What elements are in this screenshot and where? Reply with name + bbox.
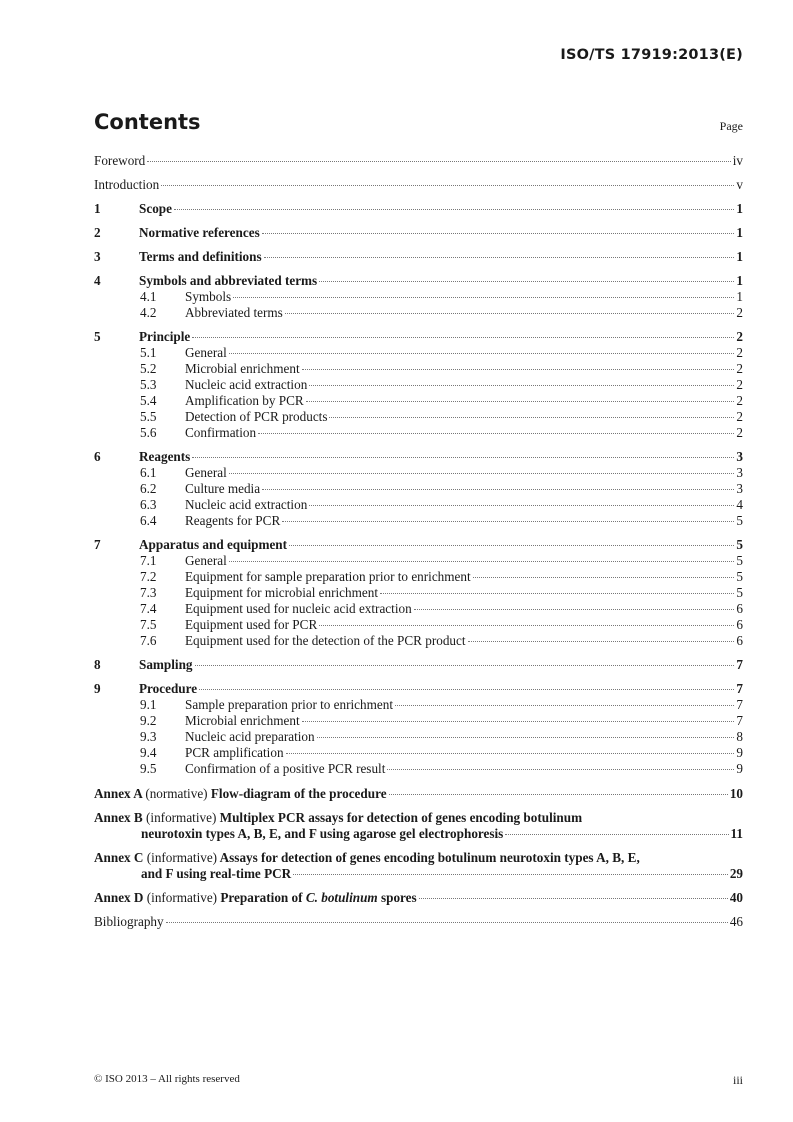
toc-entry-number: 7.4 [140,601,157,616]
toc-page-number: 29 [729,866,743,881]
annex-title: Assays for detection of genes encoding botulinum neurotoxin types A, B, E, [219,850,640,865]
dot-leader [258,433,734,434]
toc-entry-label: General [185,345,227,360]
toc-subentry[interactable] [94,481,743,497]
toc-entry-number: 7.1 [140,553,157,568]
toc-entry-label: Reagents [139,449,191,464]
toc-entry-label: Introduction [94,177,160,192]
toc-annex-entry[interactable] [94,810,743,842]
annex-id: Annex A [94,786,143,801]
toc-entry-label: Equipment for microbial enrichment [185,585,378,600]
table-of-contents [94,153,743,930]
toc-entry-number: 9.5 [140,761,157,776]
dot-leader [309,505,734,506]
toc-entry-label: General [185,465,227,480]
toc-entry-label: PCR amplification [185,745,284,760]
toc-entry-label: Equipment for sample preparation prior to enrichment [185,569,471,584]
dot-leader [329,417,734,418]
toc-entry-label: Symbols [185,289,232,304]
toc-entry-number: 1 [94,201,101,216]
toc-page-number: 1 [736,249,743,264]
toc-subentry[interactable] [94,617,743,633]
toc-entry-number: 7.5 [140,617,157,632]
annex-title-italic: C. botulinum [305,890,378,905]
toc-entry-number: 6 [94,449,101,464]
toc-annex-entry[interactable] [94,786,743,802]
footer-page-number: iii [732,1073,743,1087]
toc-subentry[interactable] [94,513,743,529]
toc-entry[interactable] [94,329,743,345]
toc-entry[interactable] [94,225,743,241]
toc-entry-label: Microbial enrichment [185,361,300,376]
annex-title-continued: and F using real-time PCR [141,866,292,881]
toc-page-number: 1 [736,225,743,240]
annex-type: (normative) [145,786,208,801]
toc-page-number: 1 [736,273,743,288]
toc-page-number: 5 [736,513,743,528]
annex-id: Annex C [94,850,144,865]
toc-entry-number: 4 [94,273,101,288]
page-column-label: Page [719,119,743,133]
annex-title-continued: neurotoxin types A, B, E, and F using agarose gel electrophoresis [141,826,504,841]
toc-entry-number: 5.6 [140,425,157,440]
toc-page-number: 10 [729,786,743,801]
footer-copyright: © ISO 2013 – All rights reserved [94,1073,240,1085]
toc-entry-label: Equipment used for the detection of the PCR product [185,633,466,648]
toc-entry-number: 6.4 [140,513,157,528]
dot-leader [468,641,735,642]
dot-leader [306,401,735,402]
toc-subentry[interactable] [94,497,743,513]
toc-annex-entry[interactable] [94,890,743,906]
toc-entry-label: Equipment used for PCR [185,617,318,632]
toc-entry-label: Scope [139,201,172,216]
toc-page-number: 9 [736,745,743,760]
toc-entry-number: 7 [94,537,101,552]
toc-entry-number: 9.3 [140,729,157,744]
toc-page-number: 2 [736,361,743,376]
toc-entry-number: 5.3 [140,377,157,392]
toc-entry[interactable] [94,153,743,169]
toc-page-number: 3 [736,465,743,480]
toc-subentry[interactable] [94,585,743,601]
toc-entry[interactable] [94,249,743,265]
toc-entry-label: Reagents for PCR [185,513,281,528]
toc-subentry[interactable] [94,697,743,713]
toc-subentry[interactable] [94,377,743,393]
dot-leader [233,297,734,298]
toc-subentry[interactable] [94,633,743,649]
toc-page-number: 5 [736,553,743,568]
toc-entry-label: Nucleic acid preparation [185,729,315,744]
annex-type: (informative) [146,890,218,905]
toc-subentry[interactable] [94,345,743,361]
toc-entry-number: 7.3 [140,585,157,600]
toc-entry-number: 7.2 [140,569,157,584]
dot-leader [174,209,734,210]
dot-leader [192,337,734,338]
annex-title: Preparation of [220,890,303,905]
toc-entry-number: 2 [94,225,101,240]
toc-page-number: 4 [736,497,743,512]
toc-page-number: 2 [736,329,743,344]
document-id: ISO/TS 17919:2013(E) [560,47,743,63]
dot-leader [285,313,735,314]
dot-leader [505,834,728,835]
toc-entry-number: 6.3 [140,497,157,512]
toc-subentry[interactable] [94,409,743,425]
toc-bibliography-entry[interactable] [94,914,743,930]
toc-subentry[interactable] [94,569,743,585]
annex-title: Multiplex PCR assays for detection of genes encoding botulinum [219,810,583,825]
toc-page-number: 7 [736,657,743,672]
toc-entry-label: General [185,553,227,568]
toc-entry-number: 4.1 [140,289,157,304]
toc-page-number: 40 [729,890,743,905]
toc-entry-label: Confirmation of a positive PCR result [185,761,386,776]
toc-entry-number: 7.6 [140,633,157,648]
dot-leader [395,705,734,706]
toc-entry-label: Apparatus and equipment [139,537,288,552]
dot-leader [286,753,735,754]
toc-entry-label: Symbols and abbreviated terms [139,273,318,288]
toc-page-number: 7 [736,713,743,728]
toc-page-number: 46 [729,914,743,929]
toc-entry-number: 9.4 [140,745,157,760]
dot-leader [389,794,728,795]
dot-leader [262,489,734,490]
dot-leader [380,593,734,594]
dot-leader [166,922,728,923]
toc-page-number: 5 [736,569,743,584]
toc-page-number: 5 [736,537,743,552]
toc-entry-label: Procedure [139,681,198,696]
dot-leader [192,457,734,458]
toc-entry-number: 9.2 [140,713,157,728]
dot-leader [161,185,734,186]
toc-page-number: 2 [736,377,743,392]
toc-entry[interactable] [94,177,743,193]
toc-entry-number: 5.1 [140,345,157,360]
dot-leader [229,353,735,354]
toc-entry[interactable] [94,201,743,217]
dot-leader [264,257,735,258]
toc-page-number: 3 [736,449,743,464]
toc-entry-label: Culture media [185,481,261,496]
dot-leader [473,577,735,578]
toc-entry-number: 9 [94,681,101,696]
annex-title: Flow-diagram of the procedure [210,786,387,801]
dot-leader [319,625,734,626]
toc-page-number: 6 [736,601,743,616]
toc-page-number: 1 [736,289,743,304]
toc-page-number: iv [732,153,743,168]
toc-page-number: 6 [736,633,743,648]
toc-subentry[interactable] [94,729,743,745]
toc-page-number: v [736,177,743,192]
toc-entry[interactable] [94,537,743,553]
dot-leader [289,545,734,546]
toc-entry[interactable] [94,657,743,673]
toc-entry-number: 5.5 [140,409,157,424]
toc-entry-number: 9.1 [140,697,157,712]
toc-entry-label: Bibliography [94,914,164,929]
toc-entry-label: Equipment used for nucleic acid extraction [185,601,412,616]
toc-annex-entry[interactable] [94,850,743,882]
toc-entry-label: Sampling [139,657,193,672]
toc-subentry[interactable] [94,465,743,481]
dot-leader [199,689,734,690]
toc-subentry[interactable] [94,745,743,761]
toc-entry-number: 6.1 [140,465,157,480]
toc-page-number: 2 [736,409,743,424]
dot-leader [302,369,735,370]
toc-entry-label: Detection of PCR products [185,409,328,424]
toc-page-number: 7 [736,697,743,712]
toc-entry-number: 5.4 [140,393,157,408]
dot-leader [387,769,734,770]
toc-page-number: 5 [736,585,743,600]
toc-entry-number: 3 [94,249,101,264]
toc-subentry[interactable] [94,601,743,617]
annex-type: (informative) [146,850,218,865]
toc-entry[interactable] [94,273,743,289]
toc-entry-label: Nucleic acid extraction [185,497,308,512]
dot-leader [229,561,735,562]
toc-page-number: 9 [736,761,743,776]
toc-entry-label: Microbial enrichment [185,713,300,728]
dot-leader [414,609,735,610]
dot-leader [262,233,735,234]
toc-subentry[interactable] [94,393,743,409]
toc-entry[interactable] [94,449,743,465]
toc-page-number: 2 [736,393,743,408]
toc-entry-label: Abbreviated terms [185,305,283,320]
annex-title: spores [380,890,417,905]
dot-leader [147,161,730,162]
toc-page-number: 11 [730,826,743,841]
annex-id: Annex B [94,810,143,825]
toc-entry-number: 4.2 [140,305,157,320]
dot-leader [419,898,728,899]
toc-entry-label: Foreword [94,153,146,168]
toc-page-number: 1 [736,201,743,216]
toc-subentry[interactable] [94,553,743,569]
toc-entry-label: Terms and definitions [139,249,262,264]
toc-page-number: 2 [736,425,743,440]
toc-entry-label: Amplification by PCR [185,393,304,408]
toc-subentry[interactable] [94,713,743,729]
toc-page-number: 3 [736,481,743,496]
toc-entry-label: Nucleic acid extraction [185,377,308,392]
dot-leader [302,721,735,722]
toc-entry-number: 6.2 [140,481,157,496]
dot-leader [229,473,735,474]
dot-leader [293,874,728,875]
toc-entry-label: Normative references [139,225,260,240]
toc-entry-label: Sample preparation prior to enrichment [185,697,393,712]
toc-subentry[interactable] [94,305,743,321]
toc-subentry[interactable] [94,761,743,777]
annex-type: (informative) [146,810,217,825]
dot-leader [195,665,735,666]
toc-page-number: 7 [736,681,743,696]
dot-leader [319,281,734,282]
toc-entry[interactable] [94,681,743,697]
toc-entry-number: 8 [94,657,101,672]
toc-page-number: 2 [736,345,743,360]
toc-page-number: 2 [736,305,743,320]
toc-page-number: 6 [736,617,743,632]
toc-entry-number: 5.2 [140,361,157,376]
toc-page-number: 8 [736,729,743,744]
page-title: Contents [94,110,201,134]
toc-subentry[interactable] [94,289,743,305]
annex-id: Annex D [94,890,144,905]
dot-leader [282,521,734,522]
dot-leader [317,737,735,738]
toc-subentry[interactable] [94,425,743,441]
toc-entry-label: Principle [139,329,191,344]
dot-leader [309,385,734,386]
toc-entry-number: 5 [94,329,101,344]
toc-entry-label: Confirmation [185,425,257,440]
toc-subentry[interactable] [94,361,743,377]
